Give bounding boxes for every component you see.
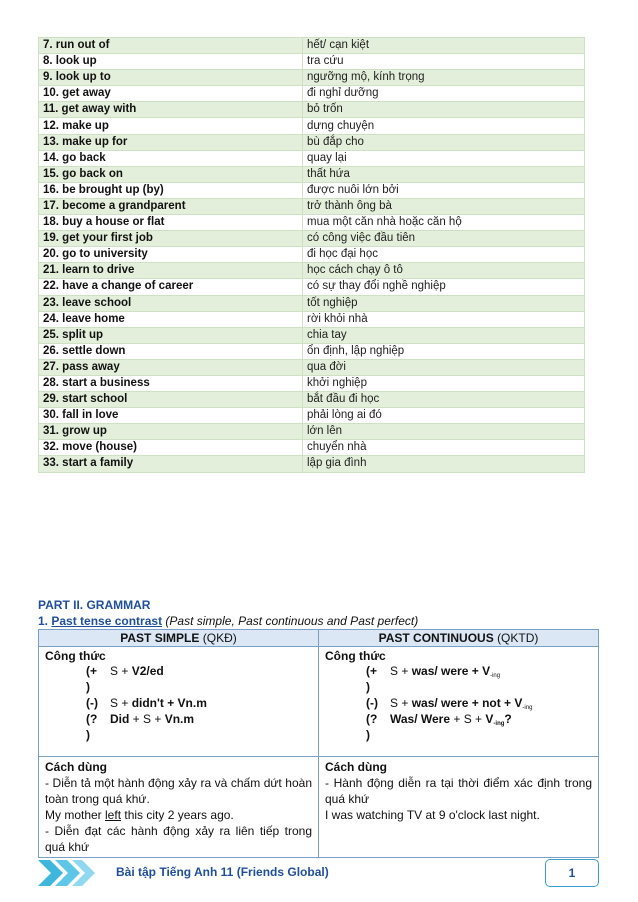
phrasal-verb: 21. learn to drive [39,263,303,279]
section-subtitle: (Past simple, Past continuous and Past perfect) [165,614,419,628]
vocab-row [39,311,585,327]
phrasal-verb: 27. pass away [39,359,303,375]
usage-label: Cách dùng [45,760,107,774]
vietnamese-meaning: chuyển nhà [303,440,585,456]
chevron-logo-icon [38,860,98,886]
vocab-row [39,263,585,279]
vietnamese-meaning: tra cứu [303,54,585,70]
vietnamese-meaning: ngưỡng mộ, kính trọng [303,70,585,86]
vocab-table [38,37,585,473]
phrasal-verb: 20. go to university [39,247,303,263]
formula-affirmative: (+ S + was/ were + $V_{-ing}$ [366,664,501,679]
vietnamese-meaning: đi nghỉ dưỡng [303,86,585,102]
vietnamese-meaning: ổn định, lập nghiệp [303,343,585,359]
phrasal-verb: 33. start a family [39,456,303,472]
vocab-row [39,327,585,343]
page-number: 1 [545,859,599,887]
vocab-row [39,231,585,247]
phrasal-verb: 31. grow up [39,424,303,440]
usage-label: Cách dùng [325,760,387,774]
phrasal-verb: 24. leave home [39,311,303,327]
vocab-row [39,359,585,375]
vocab-row [39,375,585,391]
vocab-row [39,150,585,166]
phrasal-verb: 28. start a business [39,375,303,391]
vocab-row [39,38,585,54]
phrasal-verb: 29. start school [39,392,303,408]
phrasal-verb: 10. get away [39,86,303,102]
formula-affirmative: (+ S + V2/ed [86,664,164,678]
phrasal-verb: 13. make up for [39,134,303,150]
vietnamese-meaning: có công việc đầu tiên [303,231,585,247]
footer-book-title: Bài tập Tiếng Anh 11 (Friends Global) [116,865,329,879]
phrasal-verb: 8. look up [39,54,303,70]
phrasal-verb: 23. leave school [39,295,303,311]
grammar-table [38,629,599,858]
usage-2: - Diễn đạt các hành động xảy ra liên tiếp trong quá khứ [45,824,312,854]
section-heading: Past tense contrast [51,614,163,628]
vocab-row [39,424,585,440]
vietnamese-meaning: bắt đầu đi học [303,392,585,408]
phrasal-verb: 26. settle down [39,343,303,359]
phrasal-verb: 9. look up to [39,70,303,86]
vocab-row [39,182,585,198]
vietnamese-meaning: lớn lên [303,424,585,440]
phrasal-verb: 11. get away with [39,102,303,118]
past-continuous-header: PAST CONTINUOUS (QKTD) [319,630,599,647]
vocab-row [39,134,585,150]
vocab-row [39,70,585,86]
vietnamese-meaning: phải lòng ai đó [303,408,585,424]
phrasal-verb: 17. become a grandparent [39,198,303,214]
vietnamese-meaning: trở thành ông bà [303,198,585,214]
vietnamese-meaning: khởi nghiệp [303,375,585,391]
phrasal-verb: 12. make up [39,118,303,134]
past-continuous-formula: Công thức (+ S + was/ were + $V_{-ing}$ ) (-) S + was/ were + not + $V_{-ing}$ (? Was/ Were + $S + V_{-ing}$? ) [319,647,599,757]
past-simple-header: PAST SIMPLE (QKĐ) [39,630,319,647]
vocab-row [39,118,585,134]
vocab-row [39,166,585,182]
vocab-row [39,343,585,359]
vietnamese-meaning: đi học đại học [303,247,585,263]
vocab-row [39,54,585,70]
vietnamese-meaning: chia tay [303,327,585,343]
vocab-row [39,279,585,295]
phrasal-verb: 7. run out of [39,38,303,54]
vietnamese-meaning: quay lại [303,150,585,166]
phrasal-verb: 32. move (house) [39,440,303,456]
vietnamese-meaning: bỏ trốn [303,102,585,118]
section-number: 1. [38,614,49,628]
phrasal-verb: 14. go back [39,150,303,166]
usage-1: - Hành động diễn ra tại thời điểm xác định trong quá khứ [325,776,592,806]
vietnamese-meaning: qua đời [303,359,585,375]
phrasal-verb: 19. get your first job [39,231,303,247]
past-simple-usage [39,757,319,858]
vocab-row [39,215,585,231]
vocab-row [39,247,585,263]
formula-label: Công thức [325,649,386,663]
vietnamese-meaning: mua một căn nhà hoặc căn hộ [303,215,585,231]
formula-question: (? Was/ Were + $S + V_{-ing}$? [366,712,512,727]
vocab-row [39,198,585,214]
vietnamese-meaning: hết/ cạn kiệt [303,38,585,54]
phrasal-verb: 18. buy a house or flat [39,215,303,231]
vietnamese-meaning: thất hứa [303,166,585,182]
past-simple-formula: Công thức (+ S + V2/ed ) (-) S + didn't + Vn.m (? Did + S + Vn.m ) [39,647,319,757]
vocab-row [39,440,585,456]
vietnamese-meaning: được nuôi lớn bởi [303,182,585,198]
phrasal-verb: 30. fall in love [39,408,303,424]
vocab-row [39,392,585,408]
formula-question: (? Did + S + Vn.m [86,712,195,726]
past-continuous-usage [319,757,599,858]
usage-example: I was watching TV at 9 o'clock last night. [325,808,540,822]
phrasal-verb: 22. have a change of career [39,279,303,295]
vocab-row [39,456,585,472]
formula-label: Công thức [45,649,106,663]
vietnamese-meaning: dựng chuyện [303,118,585,134]
phrasal-verb: 16. be brought up (by) [39,182,303,198]
vietnamese-meaning: lập gia đình [303,456,585,472]
formula-negative: (-) S + was/ were + not + $V_{-ing}$ [366,696,533,711]
phrasal-verb: 25. split up [39,327,303,343]
vietnamese-meaning: rời khỏi nhà [303,311,585,327]
usage-1: - Diễn tả một hành động xảy ra và chấm dứt hoàn toàn trong quá khứ. [45,776,312,806]
phrasal-verb: 15. go back on [39,166,303,182]
vocab-row [39,86,585,102]
vietnamese-meaning: học cách chạy ô tô [303,263,585,279]
vietnamese-meaning: có sự thay đổi nghề nghiệp [303,279,585,295]
vocab-row [39,408,585,424]
vietnamese-meaning: bù đắp cho [303,134,585,150]
vocab-row [39,295,585,311]
section-title [38,614,418,628]
vietnamese-meaning: tốt nghiệp [303,295,585,311]
part-title: PART II. GRAMMAR [38,598,151,612]
usage-example: My mother left this city 2 years ago. [45,808,234,822]
vocab-row [39,102,585,118]
formula-negative: (-) S + didn't + Vn.m [86,696,207,710]
